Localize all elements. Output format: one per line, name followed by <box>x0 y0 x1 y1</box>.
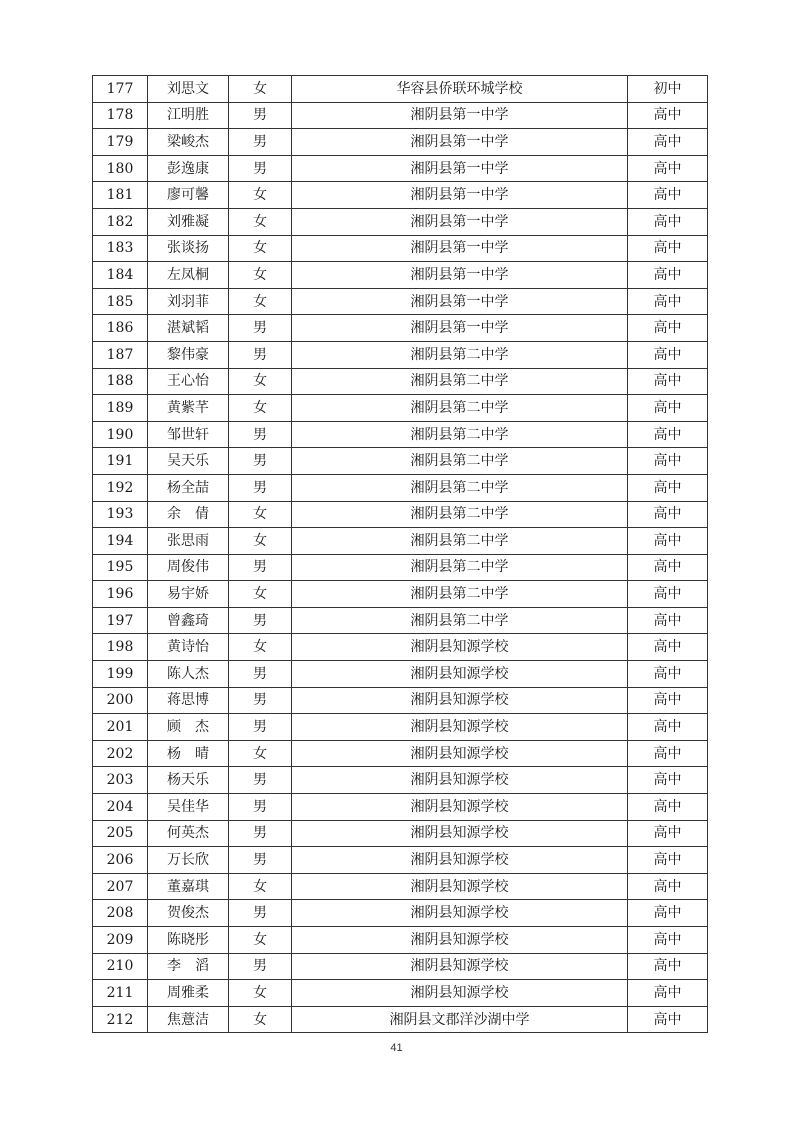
gender-cell: 男 <box>229 607 292 634</box>
row-number-cell: 182 <box>93 208 148 235</box>
school-level-cell: 高中 <box>628 687 708 714</box>
row-number-cell: 195 <box>93 554 148 581</box>
school-cell: 湘阴县知源学校 <box>292 634 628 661</box>
table-row <box>93 288 708 315</box>
school-cell: 湘阴县知源学校 <box>292 900 628 927</box>
table-row <box>93 714 708 741</box>
gender-cell: 男 <box>229 847 292 874</box>
school-cell: 湘阴县知源学校 <box>292 873 628 900</box>
student-name-cell: 左凤桐 <box>148 262 229 289</box>
row-number-cell: 186 <box>93 315 148 342</box>
gender-cell: 男 <box>229 714 292 741</box>
school-level-cell: 高中 <box>628 661 708 688</box>
gender-cell: 男 <box>229 794 292 821</box>
student-name-cell: 陈人杰 <box>148 661 229 688</box>
row-number-cell: 196 <box>93 581 148 608</box>
student-name-cell: 杨全喆 <box>148 474 229 501</box>
school-cell: 湘阴县第一中学 <box>292 155 628 182</box>
school-level-cell: 高中 <box>628 634 708 661</box>
student-name-cell: 江明胜 <box>148 102 229 129</box>
student-name-cell: 刘思文 <box>148 76 229 103</box>
table-row <box>93 794 708 821</box>
table-row <box>93 262 708 289</box>
school-level-cell: 初中 <box>628 76 708 103</box>
gender-cell: 女 <box>229 980 292 1007</box>
student-name-cell: 杨天乐 <box>148 767 229 794</box>
school-level-cell: 高中 <box>628 315 708 342</box>
student-name-cell: 邹世轩 <box>148 421 229 448</box>
school-cell: 湘阴县知源学校 <box>292 980 628 1007</box>
gender-cell: 女 <box>229 288 292 315</box>
row-number-cell: 192 <box>93 474 148 501</box>
student-name-cell: 周雅柔 <box>148 980 229 1007</box>
gender-cell: 女 <box>229 528 292 555</box>
row-number-cell: 206 <box>93 847 148 874</box>
school-cell: 湘阴县第一中学 <box>292 288 628 315</box>
school-cell: 湘阴县知源学校 <box>292 953 628 980</box>
school-level-cell: 高中 <box>628 341 708 368</box>
gender-cell: 女 <box>229 208 292 235</box>
school-cell: 湘阴县文郡洋沙湖中学 <box>292 1006 628 1033</box>
school-cell: 湘阴县知源学校 <box>292 927 628 954</box>
school-level-cell: 高中 <box>628 953 708 980</box>
gender-cell: 男 <box>229 661 292 688</box>
row-number-cell: 211 <box>93 980 148 1007</box>
table-row <box>93 129 708 156</box>
student-name-cell: 刘羽菲 <box>148 288 229 315</box>
school-level-cell: 高中 <box>628 208 708 235</box>
school-cell: 湘阴县第一中学 <box>292 129 628 156</box>
student-name-cell: 张思雨 <box>148 528 229 555</box>
gender-cell: 男 <box>229 687 292 714</box>
table-row <box>93 315 708 342</box>
gender-cell: 女 <box>229 262 292 289</box>
table-row <box>93 102 708 129</box>
row-number-cell: 189 <box>93 395 148 422</box>
school-cell: 湘阴县知源学校 <box>292 740 628 767</box>
student-roster-table <box>92 75 708 1033</box>
gender-cell: 男 <box>229 102 292 129</box>
school-cell: 湘阴县第二中学 <box>292 474 628 501</box>
school-level-cell: 高中 <box>628 368 708 395</box>
table-row <box>93 395 708 422</box>
gender-cell: 男 <box>229 554 292 581</box>
gender-cell: 女 <box>229 395 292 422</box>
row-number-cell: 177 <box>93 76 148 103</box>
table-row <box>93 767 708 794</box>
table-row <box>93 421 708 448</box>
table-row <box>93 634 708 661</box>
school-level-cell: 高中 <box>628 607 708 634</box>
school-level-cell: 高中 <box>628 794 708 821</box>
student-name-cell: 万长欣 <box>148 847 229 874</box>
student-name-cell: 廖可馨 <box>148 182 229 209</box>
row-number-cell: 194 <box>93 528 148 555</box>
student-name-cell: 刘雅凝 <box>148 208 229 235</box>
gender-cell: 女 <box>229 182 292 209</box>
student-name-cell: 杨 晴 <box>148 740 229 767</box>
row-number-cell: 188 <box>93 368 148 395</box>
row-number-cell: 179 <box>93 129 148 156</box>
school-cell: 湘阴县第二中学 <box>292 554 628 581</box>
student-name-cell: 焦薏洁 <box>148 1006 229 1033</box>
student-name-cell: 黄诗怡 <box>148 634 229 661</box>
school-level-cell: 高中 <box>628 448 708 475</box>
student-name-cell: 贺俊杰 <box>148 900 229 927</box>
gender-cell: 男 <box>229 315 292 342</box>
school-cell: 湘阴县第一中学 <box>292 208 628 235</box>
row-number-cell: 187 <box>93 341 148 368</box>
student-name-cell: 曾鑫琦 <box>148 607 229 634</box>
table-row <box>93 900 708 927</box>
table-row <box>93 847 708 874</box>
school-level-cell: 高中 <box>628 288 708 315</box>
row-number-cell: 180 <box>93 155 148 182</box>
row-number-cell: 201 <box>93 714 148 741</box>
student-name-cell: 陈晓彤 <box>148 927 229 954</box>
school-level-cell: 高中 <box>628 421 708 448</box>
school-level-cell: 高中 <box>628 129 708 156</box>
row-number-cell: 205 <box>93 820 148 847</box>
school-cell: 湘阴县第二中学 <box>292 421 628 448</box>
school-level-cell: 高中 <box>628 262 708 289</box>
table-row <box>93 528 708 555</box>
gender-cell: 女 <box>229 581 292 608</box>
school-cell: 湘阴县第二中学 <box>292 581 628 608</box>
table-row <box>93 927 708 954</box>
row-number-cell: 178 <box>93 102 148 129</box>
student-name-cell: 黎伟豪 <box>148 341 229 368</box>
school-level-cell: 高中 <box>628 554 708 581</box>
gender-cell: 男 <box>229 421 292 448</box>
row-number-cell: 202 <box>93 740 148 767</box>
table-row <box>93 607 708 634</box>
table-row <box>93 687 708 714</box>
school-level-cell: 高中 <box>628 847 708 874</box>
table-row <box>93 448 708 475</box>
school-level-cell: 高中 <box>628 182 708 209</box>
row-number-cell: 212 <box>93 1006 148 1033</box>
student-name-cell: 顾 杰 <box>148 714 229 741</box>
school-level-cell: 高中 <box>628 767 708 794</box>
row-number-cell: 210 <box>93 953 148 980</box>
gender-cell: 男 <box>229 820 292 847</box>
table-row <box>93 182 708 209</box>
school-cell: 湘阴县第二中学 <box>292 341 628 368</box>
gender-cell: 女 <box>229 1006 292 1033</box>
table-row <box>93 235 708 262</box>
school-level-cell: 高中 <box>628 1006 708 1033</box>
table-row <box>93 368 708 395</box>
row-number-cell: 199 <box>93 661 148 688</box>
student-name-cell: 周俊伟 <box>148 554 229 581</box>
student-name-cell: 王心怡 <box>148 368 229 395</box>
table-row <box>93 76 708 103</box>
table-row <box>93 740 708 767</box>
gender-cell: 男 <box>229 767 292 794</box>
school-level-cell: 高中 <box>628 474 708 501</box>
student-name-cell: 吴佳华 <box>148 794 229 821</box>
school-cell: 湘阴县第一中学 <box>292 235 628 262</box>
school-level-cell: 高中 <box>628 395 708 422</box>
student-name-cell: 黄紫芊 <box>148 395 229 422</box>
row-number-cell: 183 <box>93 235 148 262</box>
row-number-cell: 203 <box>93 767 148 794</box>
school-level-cell: 高中 <box>628 980 708 1007</box>
school-cell: 湘阴县知源学校 <box>292 687 628 714</box>
row-number-cell: 207 <box>93 873 148 900</box>
page-number: 41 <box>390 1042 403 1054</box>
table-row <box>93 661 708 688</box>
student-name-cell: 吴天乐 <box>148 448 229 475</box>
school-level-cell: 高中 <box>628 155 708 182</box>
row-number-cell: 209 <box>93 927 148 954</box>
school-cell: 湘阴县第一中学 <box>292 102 628 129</box>
student-name-cell: 余 倩 <box>148 501 229 528</box>
row-number-cell: 197 <box>93 607 148 634</box>
student-name-cell: 梁峻杰 <box>148 129 229 156</box>
row-number-cell: 200 <box>93 687 148 714</box>
student-name-cell: 张谈扬 <box>148 235 229 262</box>
row-number-cell: 193 <box>93 501 148 528</box>
gender-cell: 男 <box>229 900 292 927</box>
school-cell: 湘阴县知源学校 <box>292 661 628 688</box>
school-cell: 湘阴县第一中学 <box>292 182 628 209</box>
gender-cell: 女 <box>229 927 292 954</box>
school-cell: 湘阴县第二中学 <box>292 448 628 475</box>
student-name-cell: 易宇娇 <box>148 581 229 608</box>
student-name-cell: 董嘉琪 <box>148 873 229 900</box>
school-cell: 湘阴县第二中学 <box>292 501 628 528</box>
table-row <box>93 474 708 501</box>
school-cell: 湘阴县第一中学 <box>292 262 628 289</box>
gender-cell: 男 <box>229 341 292 368</box>
school-cell: 湘阴县第二中学 <box>292 395 628 422</box>
gender-cell: 男 <box>229 953 292 980</box>
student-name-cell: 彭逸康 <box>148 155 229 182</box>
school-cell: 湘阴县知源学校 <box>292 714 628 741</box>
school-cell: 湘阴县第二中学 <box>292 368 628 395</box>
school-level-cell: 高中 <box>628 900 708 927</box>
row-number-cell: 198 <box>93 634 148 661</box>
school-cell: 湘阴县知源学校 <box>292 767 628 794</box>
row-number-cell: 204 <box>93 794 148 821</box>
gender-cell: 男 <box>229 129 292 156</box>
school-level-cell: 高中 <box>628 581 708 608</box>
school-level-cell: 高中 <box>628 235 708 262</box>
gender-cell: 女 <box>229 368 292 395</box>
gender-cell: 男 <box>229 474 292 501</box>
school-level-cell: 高中 <box>628 501 708 528</box>
row-number-cell: 190 <box>93 421 148 448</box>
student-name-cell: 湛斌韬 <box>148 315 229 342</box>
school-cell: 湘阴县知源学校 <box>292 820 628 847</box>
row-number-cell: 181 <box>93 182 148 209</box>
table-row <box>93 1006 708 1033</box>
row-number-cell: 185 <box>93 288 148 315</box>
school-cell: 湘阴县知源学校 <box>292 794 628 821</box>
gender-cell: 女 <box>229 634 292 661</box>
gender-cell: 男 <box>229 155 292 182</box>
school-level-cell: 高中 <box>628 102 708 129</box>
table-row <box>93 581 708 608</box>
school-cell: 华容县侨联环城学校 <box>292 76 628 103</box>
row-number-cell: 191 <box>93 448 148 475</box>
student-name-cell: 何英杰 <box>148 820 229 847</box>
table-row <box>93 155 708 182</box>
roster-body <box>93 76 708 1033</box>
gender-cell: 女 <box>229 76 292 103</box>
table-row <box>93 341 708 368</box>
school-level-cell: 高中 <box>628 820 708 847</box>
table-row <box>93 501 708 528</box>
table-row <box>93 953 708 980</box>
school-level-cell: 高中 <box>628 927 708 954</box>
school-cell: 湘阴县第二中学 <box>292 607 628 634</box>
table-row <box>93 554 708 581</box>
table-row <box>93 980 708 1007</box>
row-number-cell: 208 <box>93 900 148 927</box>
school-level-cell: 高中 <box>628 740 708 767</box>
school-level-cell: 高中 <box>628 873 708 900</box>
student-name-cell: 蒋思博 <box>148 687 229 714</box>
student-name-cell: 李 滔 <box>148 953 229 980</box>
school-cell: 湘阴县第二中学 <box>292 528 628 555</box>
gender-cell: 女 <box>229 501 292 528</box>
school-level-cell: 高中 <box>628 528 708 555</box>
gender-cell: 女 <box>229 740 292 767</box>
gender-cell: 男 <box>229 448 292 475</box>
table-row <box>93 820 708 847</box>
gender-cell: 女 <box>229 873 292 900</box>
school-cell: 湘阴县知源学校 <box>292 847 628 874</box>
table-row <box>93 208 708 235</box>
table-row <box>93 873 708 900</box>
row-number-cell: 184 <box>93 262 148 289</box>
gender-cell: 女 <box>229 235 292 262</box>
school-level-cell: 高中 <box>628 714 708 741</box>
school-cell: 湘阴县第一中学 <box>292 315 628 342</box>
